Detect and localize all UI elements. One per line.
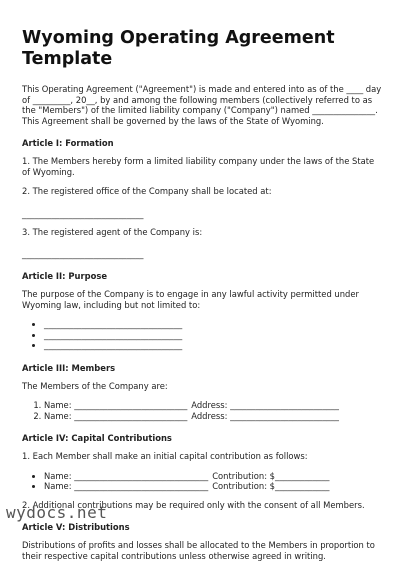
contributor-name-blank: Name: ________________________________ [44, 470, 209, 481]
members-list [22, 400, 384, 421]
contribution-amount-blank: Contribution: $_____________ [212, 470, 330, 481]
list-item [44, 400, 384, 411]
list-item: • _________________________________ [44, 330, 384, 341]
watermark: wydocs.net [6, 503, 108, 522]
contribution-amount-blank: Contribution: $_____________ [212, 481, 330, 491]
list-item: • _________________________________ [44, 319, 384, 330]
article-5-distributions: Distributions of profits and losses shall be allocated to the Members in proportion to their respective capital contributions unless otherwise agreed in writing. [22, 540, 375, 561]
article-4-heading: Article IV: Capital Contributions [22, 433, 172, 443]
registered-office-blank: _____________________________ [22, 208, 144, 219]
document-title: Wyoming Operating Agreement Template [22, 28, 335, 69]
article-3-intro: The Members of the Company are: [22, 380, 168, 391]
article-3-heading: Article III: Members [22, 362, 116, 373]
contributions-list [22, 471, 384, 492]
article-5-heading: Article V: Distributions [22, 522, 130, 532]
article-4-clause-2: 2. Additional contributions may be required only with the consent of all Members. [22, 499, 365, 510]
member-address-blank: Address: __________________________ [191, 410, 339, 421]
member-name-blank: Name: ___________________________ [44, 410, 188, 421]
purpose-list [22, 319, 384, 351]
contributor-name-blank: Name: ________________________________ [44, 481, 209, 491]
registered-agent-blank: _____________________________ [22, 249, 144, 259]
list-item [44, 481, 384, 492]
article-1-heading: Article I: Formation [22, 138, 114, 148]
article-1-clause-1: 1. The Members hereby form a limited liability company under the laws of the State of Wyoming. [22, 156, 375, 177]
article-2-purpose: The purpose of the Company is to engage in any lawful activity permitted under Wyoming law, including but not limited to: [22, 289, 359, 310]
list-item [44, 471, 384, 482]
list-item [44, 411, 384, 422]
article-4-clause-1: 1. Each Member shall make an initial capital contribution as follows: [22, 451, 308, 461]
article-1-clause-3: 3. The registered agent of the Company is: [22, 226, 203, 237]
article-2-heading: Article II: Purpose [22, 271, 108, 281]
member-address-blank: Address: __________________________ [191, 400, 339, 410]
member-name-blank: Name: ___________________________ [44, 400, 188, 410]
intro-paragraph: This Operating Agreement ("Agreement") is made and entered into as of the ____ day of _________, 20__, by and among the following members (collectively referred to as the "Members") of the limited liability company ("Company") named _______________. This Agreement shall be governed by the laws of the State of Wyoming. [22, 84, 382, 126]
article-1-clause-2: 2. The registered office of the Company shall be located at: [22, 186, 272, 196]
list-item: • _________________________________ [44, 340, 384, 351]
